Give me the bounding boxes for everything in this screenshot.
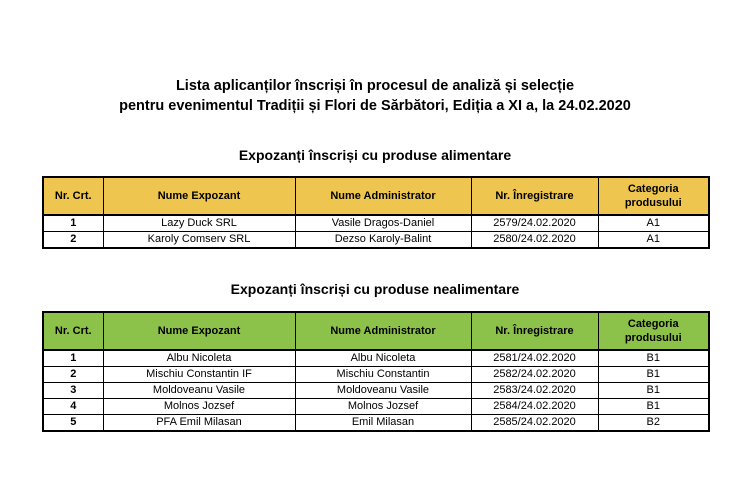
cell-nr-crt: 1 <box>43 350 103 367</box>
cell-nume-administrator: Vasile Dragos-Daniel <box>295 215 471 232</box>
cell-categoria-produsului: A1 <box>598 215 709 232</box>
cell-nr-inregistrare: 2579/24.02.2020 <box>471 215 598 232</box>
column-header-nr-crt: Nr. Crt. <box>43 177 103 215</box>
nonfood-table-header <box>43 312 709 350</box>
column-header-nume-administrator: Nume Administrator <box>295 177 471 215</box>
table-header-row <box>43 312 709 350</box>
table-header-row <box>43 177 709 215</box>
cell-categoria-produsului: B1 <box>598 383 709 399</box>
table-row <box>43 350 709 367</box>
cell-nr-inregistrare: 2582/24.02.2020 <box>471 367 598 383</box>
cell-categoria-produsului: B1 <box>598 350 709 367</box>
column-header-nume-expozant: Nume Expozant <box>103 312 295 350</box>
column-header-nr-crt: Nr. Crt. <box>43 312 103 350</box>
section-heading-nonfood: Expozanți înscriși cu produse nealimentare <box>230 281 520 297</box>
table-row <box>43 232 709 249</box>
cell-nume-administrator: Dezso Karoly-Balint <box>295 232 471 249</box>
cell-nr-inregistrare: 2583/24.02.2020 <box>471 383 598 399</box>
cell-nr-inregistrare: 2580/24.02.2020 <box>471 232 598 249</box>
cell-nr-inregistrare: 2585/24.02.2020 <box>471 415 598 432</box>
cell-nume-expozant: Molnos Jozsef <box>103 399 295 415</box>
cell-nume-administrator: Moldoveanu Vasile <box>295 383 471 399</box>
table-row <box>43 367 709 383</box>
nonfood-table-body <box>43 350 709 431</box>
cell-categoria-produsului: A1 <box>598 232 709 249</box>
cell-nume-expozant: Mischiu Constantin IF <box>103 367 295 383</box>
cell-nr-crt: 4 <box>43 399 103 415</box>
cell-nume-administrator: Mischiu Constantin <box>295 367 471 383</box>
cell-nume-expozant: PFA Emil Milasan <box>103 415 295 432</box>
cell-nr-inregistrare: 2584/24.02.2020 <box>471 399 598 415</box>
cell-nr-crt: 2 <box>43 232 103 249</box>
cell-nr-inregistrare: 2581/24.02.2020 <box>471 350 598 367</box>
column-header-nume-expozant: Nume Expozant <box>103 177 295 215</box>
table-row <box>43 399 709 415</box>
nonfood-exhibitors-table <box>42 311 710 432</box>
cell-nr-crt: 2 <box>43 367 103 383</box>
cell-nume-expozant: Albu Nicoleta <box>103 350 295 367</box>
food-exhibitors-table <box>42 176 710 249</box>
cell-nume-administrator: Albu Nicoleta <box>295 350 471 367</box>
cell-nr-crt: 1 <box>43 215 103 232</box>
cell-categoria-produsului: B1 <box>598 367 709 383</box>
table-row <box>43 383 709 399</box>
cell-nume-expozant: Lazy Duck SRL <box>103 215 295 232</box>
column-header-categoria-produsului: Categoria produsului <box>598 312 709 350</box>
cell-categoria-produsului: B1 <box>598 399 709 415</box>
cell-nr-crt: 3 <box>43 383 103 399</box>
page-title-line-1: Lista aplicanților înscriși în procesul de analiză și selecție <box>175 78 575 94</box>
cell-nume-expozant: Karoly Comserv SRL <box>103 232 295 249</box>
table-row <box>43 215 709 232</box>
cell-nr-crt: 5 <box>43 415 103 432</box>
section-heading-food: Expozanți înscriși cu produse alimentare <box>238 147 512 163</box>
cell-categoria-produsului: B2 <box>598 415 709 432</box>
food-table-header <box>43 177 709 215</box>
column-header-categoria-produsului: Categoria produsului <box>598 177 709 215</box>
column-header-nr-inregistrare: Nr. Înregistrare <box>471 312 598 350</box>
cell-nume-administrator: Emil Milasan <box>295 415 471 432</box>
cell-nume-administrator: Molnos Jozsef <box>295 399 471 415</box>
food-table-body <box>43 215 709 248</box>
column-header-nr-inregistrare: Nr. Înregistrare <box>471 177 598 215</box>
table-row <box>43 415 709 432</box>
page-title-line-2: pentru evenimentul Tradiții și Flori de Sărbători, Ediția a XI a, la 24.02.2020 <box>119 98 631 114</box>
cell-nume-expozant: Moldoveanu Vasile <box>103 383 295 399</box>
column-header-nume-administrator: Nume Administrator <box>295 312 471 350</box>
